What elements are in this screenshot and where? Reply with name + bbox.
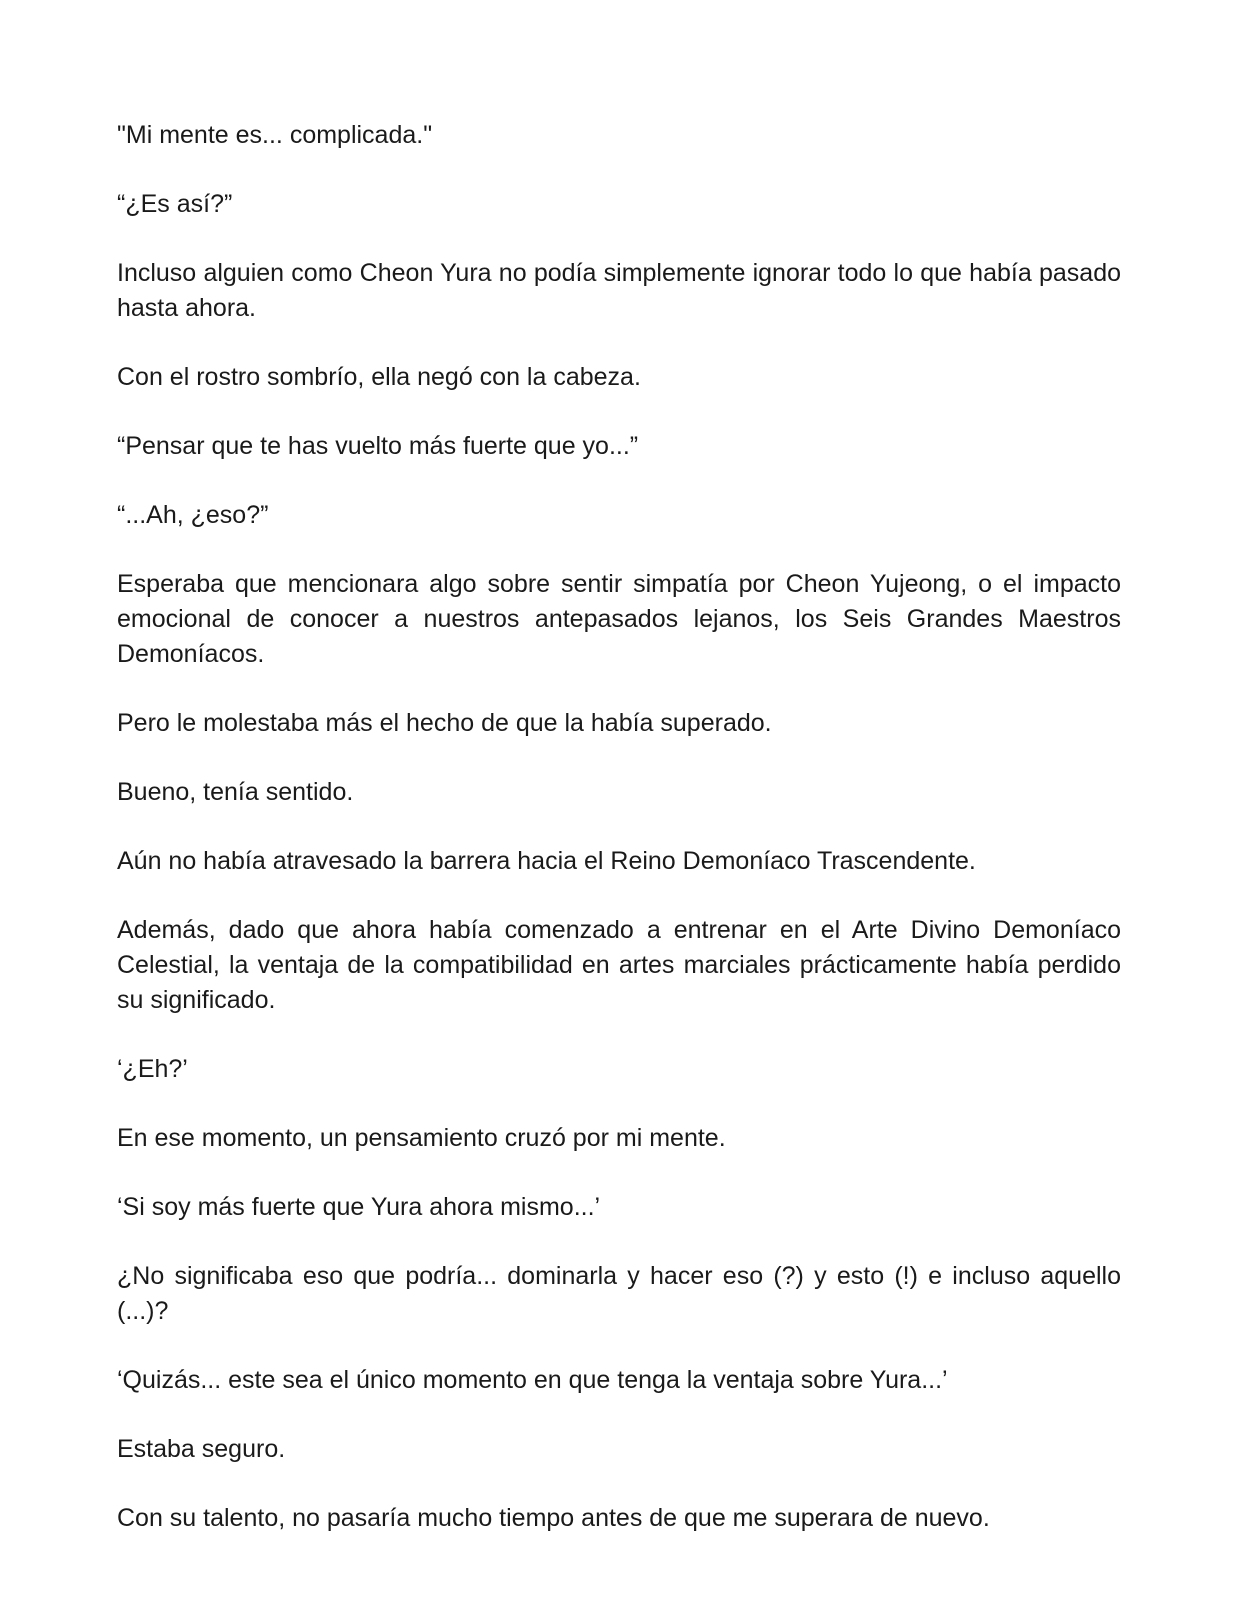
paragraph: Con el rostro sombrío, ella negó con la cabeza.	[117, 363, 641, 391]
paragraph: Incluso alguien como Cheon Yura no podía simplemente ignorar todo lo que había pasado hasta ahora.	[117, 259, 1121, 322]
paragraph: “Pensar que te has vuelto más fuerte que yo...”	[117, 432, 639, 460]
document-body	[117, 118, 1121, 1570]
paragraph: ‘¿Eh?’	[117, 1055, 188, 1083]
paragraph: Estaba seguro.	[117, 1435, 286, 1463]
paragraph: ¿No significaba eso que podría... dominarla y hacer eso (?) y esto (!) e incluso aquello (...)?	[117, 1262, 1121, 1325]
paragraph: Además, dado que ahora había comenzado a entrenar en el Arte Divino Demoníaco Celestial, la ventaja de la compatibilidad en artes marciales prácticamente había perdido su significado.	[117, 916, 1121, 1014]
paragraph: Bueno, tenía sentido.	[117, 778, 354, 806]
paragraph: Pero le molestaba más el hecho de que la había superado.	[117, 709, 772, 737]
paragraph: En ese momento, un pensamiento cruzó por mi mente.	[117, 1124, 726, 1152]
paragraph: ‘Si soy más fuerte que Yura ahora mismo...’	[117, 1193, 601, 1221]
paragraph: "Mi mente es... complicada."	[117, 121, 433, 149]
paragraph: “...Ah, ¿eso?”	[117, 501, 269, 529]
paragraph: Con su talento, no pasaría mucho tiempo antes de que me superara de nuevo.	[117, 1504, 990, 1532]
paragraph: “¿Es así?”	[117, 190, 233, 218]
paragraph: Aún no había atravesado la barrera hacia el Reino Demoníaco Trascendente.	[117, 847, 976, 875]
paragraph: ‘Quizás... este sea el único momento en que tenga la ventaja sobre Yura...’	[117, 1366, 948, 1394]
paragraph: Esperaba que mencionara algo sobre sentir simpatía por Cheon Yujeong, o el impacto emocional de conocer a nuestros antepasados lejanos, los Seis Grandes Maestros Demoníacos.	[117, 570, 1121, 668]
